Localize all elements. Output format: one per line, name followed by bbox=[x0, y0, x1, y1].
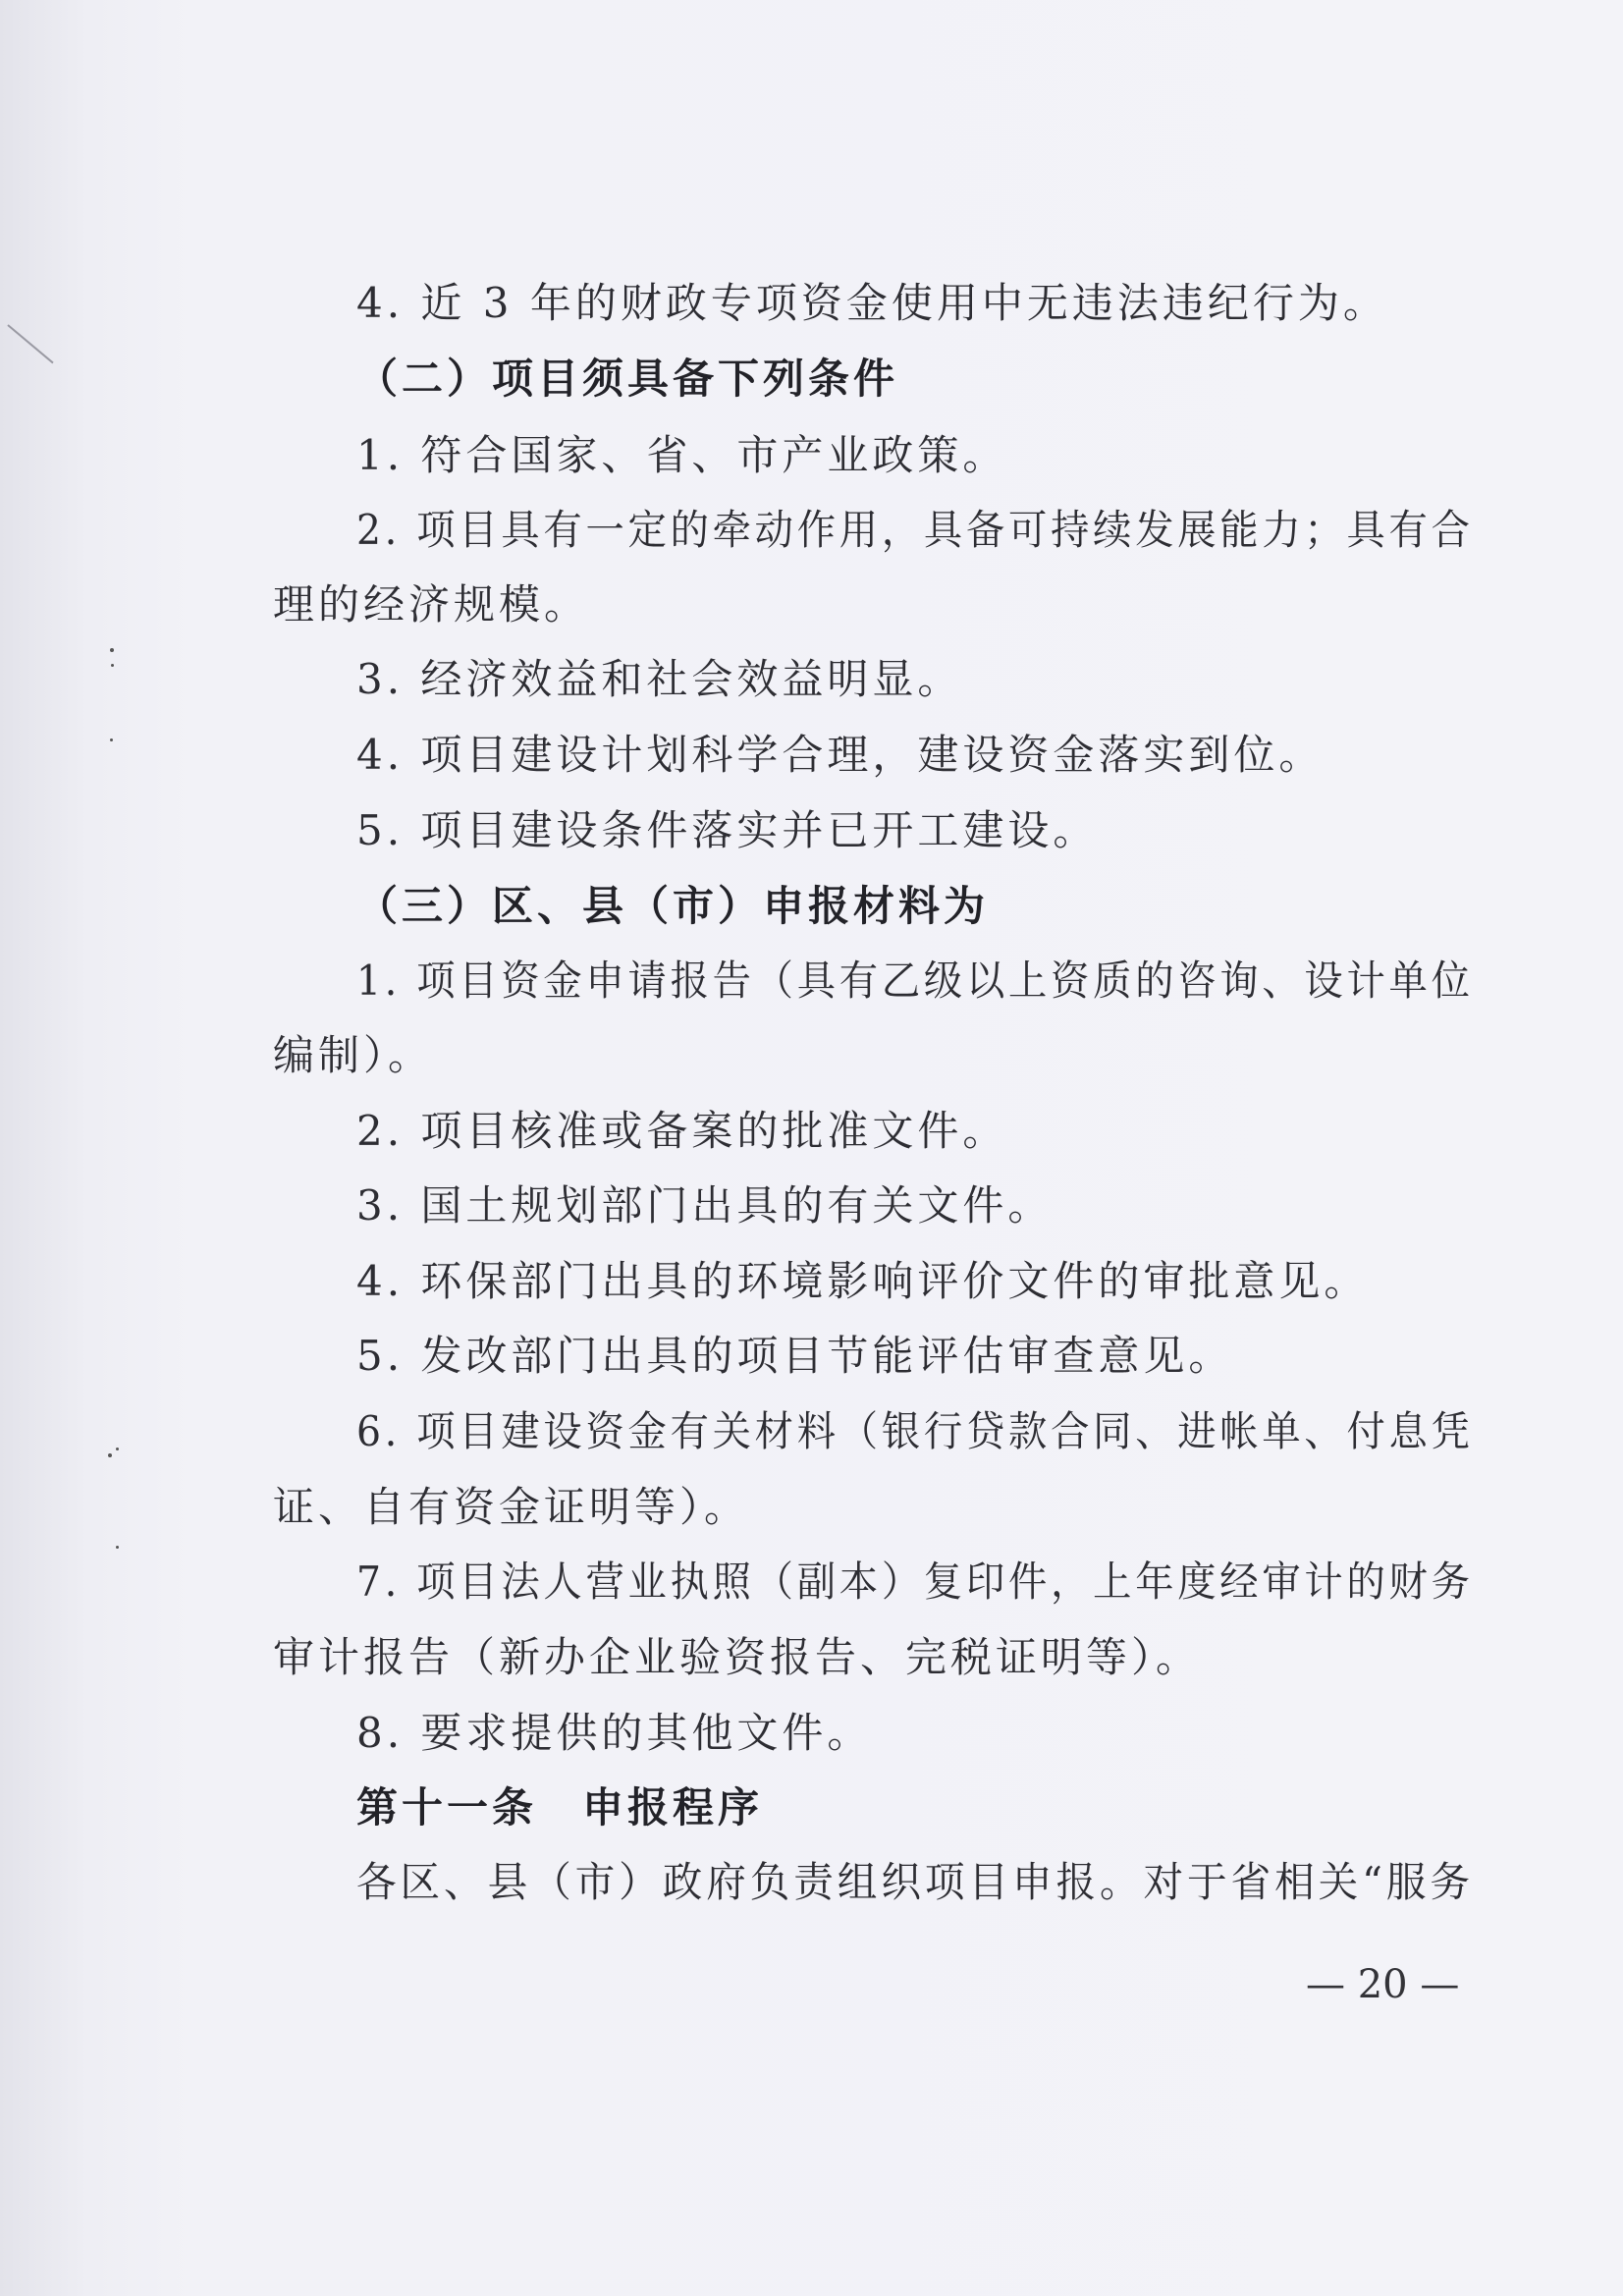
body-line: 1. 项目资金申请报告（具有乙级以上资质的咨询、设计单位 bbox=[356, 957, 1474, 1005]
body-line: 4. 近 3 年的财政专项资金使用中无违法违纪行为。 bbox=[356, 279, 1388, 327]
body-line: 5. 发改部门出具的项目节能评估审查意见。 bbox=[356, 1332, 1234, 1380]
body-line: 6. 项目建设资金有关材料（银行贷款合同、进帐单、付息凭 bbox=[356, 1407, 1474, 1455]
section-heading: （二）项目须具备下列条件 bbox=[356, 355, 899, 403]
scan-speck bbox=[110, 648, 114, 652]
scan-speck bbox=[108, 1453, 112, 1457]
scan-speck bbox=[110, 738, 113, 741]
section-heading: （三）区、县（市）申报材料为 bbox=[356, 882, 990, 930]
body-line: 1. 符合国家、省、市产业政策。 bbox=[356, 431, 1008, 479]
body-line: 4. 环保部门出具的环境影响评价文件的审批意见。 bbox=[356, 1257, 1370, 1305]
body-line: 2. 项目具有一定的牵动作用，具备可持续发展能力；具有合 bbox=[356, 506, 1474, 554]
article-heading: 第十一条 申报程序 bbox=[356, 1783, 764, 1831]
body-line: 7. 项目法人营业执照（副本）复印件，上年度经审计的财务 bbox=[356, 1558, 1474, 1606]
scan-speck bbox=[116, 1448, 119, 1450]
scan-fold-mark bbox=[7, 324, 53, 363]
body-line: 8. 要求提供的其他文件。 bbox=[356, 1709, 873, 1757]
scan-speck bbox=[111, 664, 114, 667]
body-line: 3. 国土规划部门出具的有关文件。 bbox=[356, 1181, 1054, 1230]
body-line: 2. 项目核准或备案的批准文件。 bbox=[356, 1107, 1008, 1155]
body-line: 4. 项目建设计划科学合理，建设资金落实到位。 bbox=[356, 731, 1325, 779]
scan-speck bbox=[116, 1546, 119, 1549]
body-line: 3. 经济效益和社会效益明显。 bbox=[356, 655, 963, 703]
body-line: 编制）。 bbox=[273, 1031, 434, 1079]
body-line: 理的经济规模。 bbox=[273, 580, 590, 629]
page-number: — 20 — bbox=[1306, 1962, 1460, 2007]
body-line: 审计报告（新办企业验资报告、完税证明等）。 bbox=[273, 1633, 1202, 1681]
body-line: 各区、县（市）政府负责组织项目申报。对于省相关“服务 bbox=[356, 1858, 1474, 1906]
body-line: 证、自有资金证明等）。 bbox=[273, 1483, 750, 1531]
body-line: 5. 项目建设条件落实并已开工建设。 bbox=[356, 806, 1099, 854]
